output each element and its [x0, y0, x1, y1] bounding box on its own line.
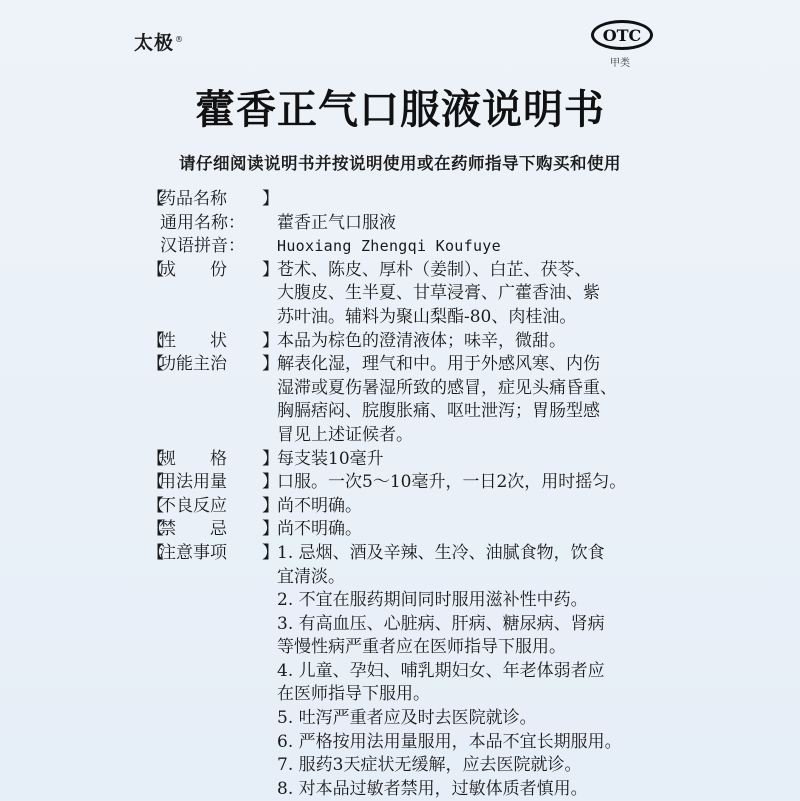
- otc-badge-text: OTC: [602, 25, 642, 45]
- otc-class-label: 甲类: [610, 58, 630, 69]
- drug-name-heading: 药品名称: [159, 189, 227, 209]
- properties-label: 性 状: [159, 330, 227, 351]
- properties-row: [147, 330, 667, 354]
- precaution-item: 2. 不宜在服药期间同时服用滋补性中药。: [277, 590, 588, 611]
- contraindications-label: 禁 忌: [159, 519, 227, 540]
- dosage-label: 用法用量: [159, 472, 227, 493]
- ingredients-value: 苍术、陈皮、厚朴（姜制）、白芷、茯苓、 大腹皮、生半夏、甘草浸膏、广藿香油、紫 苏叶油。辅料为聚山梨酯-80、肉桂油。: [277, 259, 600, 327]
- pinyin-row: [147, 235, 667, 259]
- adverse-value: 尚不明确。: [277, 495, 362, 516]
- pinyin-label: 汉语拼音：: [160, 236, 245, 257]
- reading-instruction: 请仔细阅读说明书并按说明使用或在药师指导下购买和使用: [179, 154, 621, 173]
- dosage-value: 口服。一次5～10毫升，一日2次，用时摇匀。: [277, 472, 627, 493]
- bracket-close: 】: [262, 448, 279, 469]
- drug-name-heading-row: [147, 188, 667, 212]
- bracket-open: 【: [147, 542, 164, 563]
- precaution-item: 5. 吐泻严重者应及时去医院就诊。: [277, 708, 537, 729]
- precautions-label: 注意事项: [159, 542, 227, 563]
- bracket-open: 【: [147, 519, 164, 540]
- adverse-row: [147, 495, 667, 519]
- indications-value: 解表化湿，理气和中。用于外感风寒、内伤 湿滞或夏伤暑湿所致的感冒，症见头痛昏重、 胸膈痞闷、脘腹胀痛、呕吐泄泻；胃肠型感 冒见上述证候者。: [277, 354, 617, 445]
- common-name-row: [147, 212, 667, 236]
- bracket-open: 【: [147, 472, 164, 493]
- precautions-row: [147, 542, 667, 801]
- contraindications-value: 尚不明确。: [277, 519, 362, 540]
- ingredients-label: 成 份: [159, 259, 227, 280]
- dosage-row: [147, 471, 667, 495]
- properties-value: 本品为棕色的澄清液体；味辛，微甜。: [277, 330, 566, 351]
- common-name-label: 通用名称：: [160, 212, 245, 233]
- bracket-open: 【: [147, 448, 164, 469]
- bracket-open: 【: [147, 189, 164, 209]
- bracket-close: 】: [262, 542, 279, 563]
- precaution-item: 3. 有高血压、心脏病、肝病、糖尿病、肾病 等慢性病严重者应在医师指导下服用。: [277, 613, 605, 658]
- brand-name: 太极: [134, 32, 175, 54]
- bracket-open: 【: [147, 259, 164, 280]
- common-name-value: 藿香正气口服液: [277, 212, 396, 233]
- adverse-label: 不良反应: [159, 495, 227, 516]
- indications-label: 功能主治: [159, 354, 227, 375]
- precaution-item: 4. 儿童、孕妇、哺乳期妇女、年老体弱者应 在医师指导下服用。: [277, 660, 605, 705]
- bracket-close: 】: [262, 189, 279, 209]
- specification-value: 每支装10毫升: [277, 448, 384, 469]
- bracket-open: 【: [147, 495, 164, 516]
- bracket-close: 】: [262, 354, 279, 375]
- bracket-close: 】: [262, 259, 279, 280]
- bracket-open: 【: [147, 330, 164, 351]
- bracket-open: 【: [147, 354, 164, 375]
- precaution-item: 6. 严格按用法用量服用，本品不宜长期服用。: [277, 731, 622, 752]
- contraindications-row: [147, 518, 667, 542]
- pinyin-value: Huoxiang Zhengqi Koufuye: [277, 237, 501, 256]
- registered-mark: ®: [175, 34, 185, 44]
- precaution-item: 7. 服药3天症状无缓解，应去医院就诊。: [277, 755, 582, 776]
- specification-row: [147, 448, 667, 472]
- drug-info-section: [147, 188, 667, 801]
- indications-row: [147, 353, 667, 447]
- brand-logo: [134, 28, 184, 55]
- bracket-close: 】: [262, 472, 279, 493]
- bracket-close: 】: [262, 519, 279, 540]
- precaution-item: 8. 对本品过敏者禁用，过敏体质者慎用。: [277, 778, 588, 799]
- precaution-item: 1. 忌烟、酒及辛辣、生冷、油腻食物，饮食 宜清淡。: [277, 542, 605, 587]
- bracket-close: 】: [262, 495, 279, 516]
- document-title: 藿香正气口服液说明书: [195, 87, 605, 133]
- precautions-list: [277, 542, 667, 801]
- bracket-close: 】: [262, 330, 279, 351]
- otc-badge: [591, 20, 653, 50]
- specification-label: 规 格: [159, 448, 227, 469]
- ingredients-row: [147, 259, 667, 330]
